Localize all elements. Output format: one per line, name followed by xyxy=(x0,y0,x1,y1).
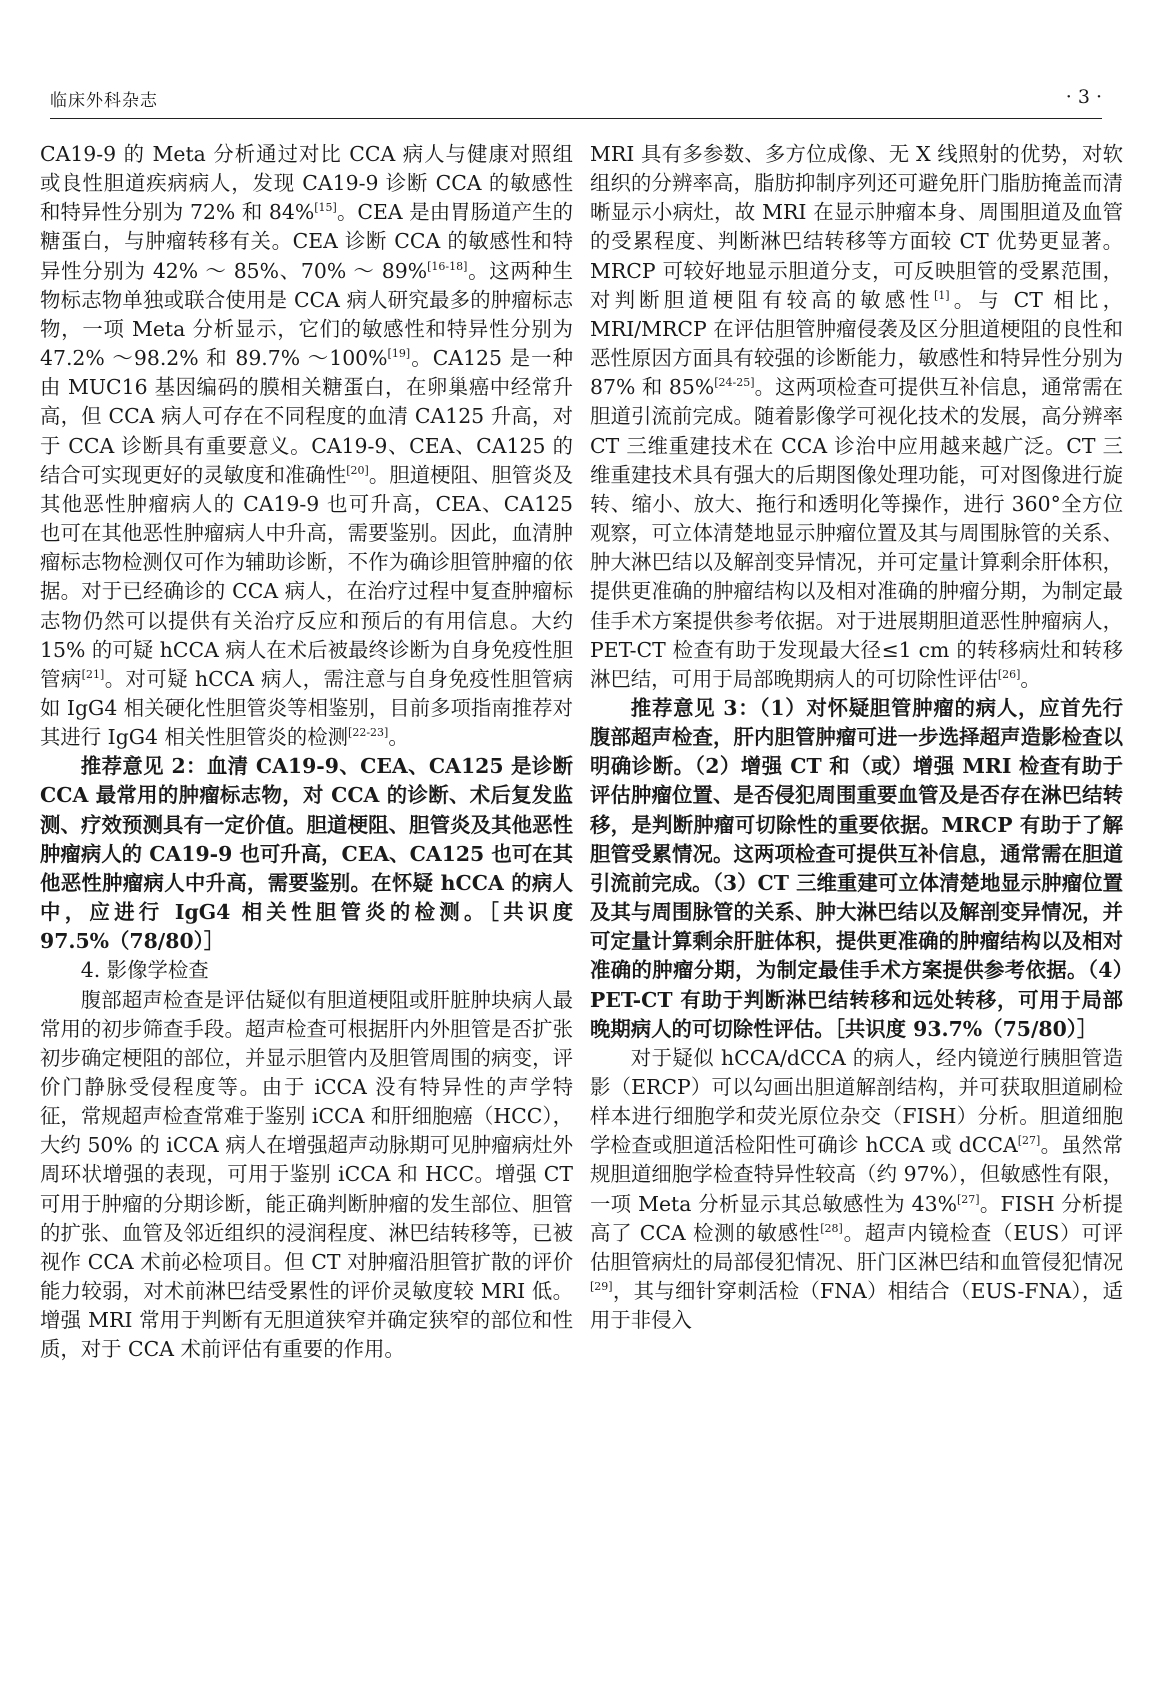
text-run: MRI 具有多参数、多方位成像、无 X 线照射的优势，对软组织的分辨率高，脂肪抑制序列还可避免肝门脂肪掩盖而清晰显示小病灶，故 MRI 在显示肿瘤本身、周围胆道及血管的受累程度、判断淋巴结转移等方面较 CT 优势更显著。MRCP 可较好地显示胆道分支，可反映胆管的受累范围，对判断胆道梗阻有较高的敏感性 xyxy=(590,142,1123,312)
text-run: 。超声内镜检查（EUS）可评估胆管病灶的局部侵犯情况、肝门区淋巴结和血管侵犯情况 xyxy=(590,1220,1123,1274)
text-run: 。这两种生物标志物单独或联合使用是 CCA 病人研究最多的肿瘤标志物，一项 Meta 分析显示，它们的敏感性和特异性分别为 47.2% ～98.2% 和 89.7% ～100% xyxy=(40,258,573,371)
recommendation-2: 推荐意见 2：血清 CA19-9、CEA、CA125 是诊断 CCA 最常用的肿瘤标志物，对 CCA 的诊断、术后复发监测、疗效预测具有一定价值。胆道梗阻、胆管炎及其他恶性肿瘤病人的 CA19-9 也可升高，CEA、CA125 也可在其他恶性肿瘤病人中升高，需要鉴别。在怀疑 hCCA 的病人中，应进行 IgG4 相关性胆管炎的检测。［共识度 97.5%（78/80）］ xyxy=(40,754,573,954)
page-number: · 3 · xyxy=(1065,86,1102,108)
text-run: 。与 CT 相比，MRI/MRCP 在评估胆管肿瘤侵袭及区分胆道梗阻的良性和恶性原因方面具有较强的诊断能力，敏感性和特异性分别为 87% 和 85% xyxy=(590,287,1123,400)
text-run: 。 xyxy=(1020,666,1041,691)
text-run: 。虽然常规胆道细胞学检查特异性较高（约 97%），但敏感性有限，一项 Meta 分析显示其总敏感性为 43% xyxy=(590,1133,1123,1216)
section-heading-imaging: 4. 影像学检查 xyxy=(80,958,209,983)
citation-ref: [22-23] xyxy=(348,726,389,740)
text-run: 。 xyxy=(388,725,409,750)
running-head xyxy=(50,86,1102,118)
citation-ref: [1] xyxy=(934,288,950,302)
text-run: ，其与细针穿刺活检（FNA）相结合（EUS-FNA），适用于非侵入 xyxy=(590,1279,1123,1333)
citation-ref: [19] xyxy=(387,347,411,361)
citation-ref: [20] xyxy=(346,463,369,477)
paragraph-tumor-markers xyxy=(40,140,573,752)
text-run: 对于疑似 hCCA/dCCA 的病人，经内镜逆行胰胆管造影（ERCP）可以勾画出胆道解剖结构，并可获取胆道刷检样本进行细胞学和荧光原位杂交（FISH）分析。胆道细胞学检查或胆道活检阳性可确诊 hCCA 或 dCCA xyxy=(590,1045,1123,1158)
citation-ref: [26] xyxy=(997,668,1021,682)
citation-ref: [27] xyxy=(1017,1134,1041,1148)
text-run: 。CA125 是一种由 MUC16 基因编码的膜相关糖蛋白，在卵巢癌中经常升高，但 CCA 病人可存在不同程度的血清 CA125 升高，对于 CCA 诊断具有重要意义。CA19-9、CEA、CA125 的结合可实现更好的灵敏度和准确性 xyxy=(40,346,573,487)
text-run: 。CEA 是由胃肠道产生的糖蛋白，与肿瘤转移有关。CEA 诊断 CCA 的敏感性和特异性分别为 42% ～ 85%、70% ～ 89% xyxy=(40,200,573,283)
left-column xyxy=(40,140,573,1365)
journal-name: 临床外科杂志 xyxy=(50,91,158,111)
citation-ref: [16-18] xyxy=(427,259,468,273)
paragraph-ercp xyxy=(590,1044,1123,1336)
recommendation-3: 推荐意见 3：（1）对怀疑胆管肿瘤的病人，应首先行腹部超声检查，肝内胆管肿瘤可进一步选择超声造影检查以明确诊断。（2）增强 CT 和（或）增强 MRI 检查有助于评估肿瘤位置、是否侵犯周围重要血管及是否存在淋巴结转移，是判断肿瘤可切除性的重要依据。MRCP 有助于了解胆管受累情况。这两项检查可提供互补信息，通常需在胆道引流前完成。（3）CT 三维重建可立体清楚地显示肿瘤位置及其与周围脉管的关系、肿大淋巴结以及解剖变异情况，并可定量计算剩余肝脏体积，提供更准确的肿瘤结构以及相对准确的肿瘤分期，为制定最佳手术方案提供参考依据。（4）PET-CT 有助于判断淋巴结转移和远处转移，可用于局部晚期病人的可切除性评估。［共识度 93.7%（75/80）］ xyxy=(590,695,1123,1041)
text-run: 。胆道梗阻、胆管炎及其他恶性肿瘤病人的 CA19-9 也可升高，CEA、CA125 也可在其他恶性肿瘤病人中升高，需要鉴别。因此，血清肿瘤标志物检测仅可作为辅助诊断，不作为确诊胆管肿瘤的依据。对于已经确诊的 CCA 病人，在治疗过程中复查肿瘤标志物仍然可以提供有关治疗反应和预后的有用信息。大约 15% 的可疑 hCCA 病人在术后被最终诊断为自身免疫性胆管病 xyxy=(40,462,574,691)
text-run: 。FISH 分析提高了 CCA 检测的敏感性 xyxy=(590,1191,1124,1245)
citation-ref: [21] xyxy=(81,668,105,682)
citation-ref: [15] xyxy=(314,201,337,215)
citation-ref: [24-25] xyxy=(714,376,755,390)
text-run: CA19-9 的 Meta 分析通过对比 CCA 病人与健康对照组或良性胆道疾病病人，发现 CA19-9 诊断 CCA 的敏感性和特异性分别为 72% 和 84% xyxy=(40,142,573,225)
paragraph-ultrasound-ct: 腹部超声检查是评估疑似有胆道梗阻或肝脏肿块病人最常用的初步筛查手段。超声检查可根据肝内外胆管是否扩张初步确定梗阻的部位，并显示胆管内及胆管周围的病变，评价门静脉受侵程度等。由于 iCCA 没有特异性的声学特征，常规超声检查常难于鉴别 iCCA 和肝细胞癌（HCC），大约 50% 的 iCCA 病人在增强超声动脉期可见肿瘤病灶外周环状增强的表现，可用于鉴别 iCCA 和 HCC。增强 CT 可用于肿瘤的分期诊断，能正确判断肿瘤的发生部位、胆管的扩张、血管及邻近组织的浸润程度、淋巴结转移等，已被视作 CCA 术前必检项目。但 CT 对肿瘤沿胆管扩散的评价能力较弱，对术前淋巴结受累性的评价灵敏度较 MRI 低。增强 MRI 常用于判断有无胆道狭窄并确定狭窄的部位和性质，对于 CCA 术前评估有重要的作用。 xyxy=(40,987,573,1362)
paragraph-mri xyxy=(590,140,1123,694)
text-run: 。对可疑 hCCA 病人，需注意与自身免疫性胆管病如 IgG4 相关硬化性胆管炎等相鉴别，目前多项指南推荐对其进行 IgG4 相关性胆管炎的检测 xyxy=(40,666,573,750)
citation-ref: [28] xyxy=(820,1221,843,1235)
right-column xyxy=(590,140,1123,1335)
citation-ref: [27] xyxy=(957,1192,980,1206)
text-run: 。这两项检查可提供互补信息，通常需在胆道引流前完成。随着影像学可视化技术的发展，高分辨率 CT 三维重建技术在 CCA 诊治中应用越来越广泛。CT 三维重建技术具有强大的后期图像处理功能，可对图像进行旋转、缩小、放大、拖行和透明化等操作，进行 360°全方位观察，可立体清楚地显示肿瘤位置及其与周围脉管的关系、肿大淋巴结以及解剖变异情况，并可定量计算剩余肝体积，提供更准确的肿瘤结构以及相对准确的肿瘤分期，为制定最佳手术方案提供参考依据。对于进展期胆道恶性肿瘤病人，PET-CT 检查有助于发现最大径≤1 cm 的转移病灶和转移淋巴结，可用于局部晚期病人的可切除性评估 xyxy=(590,375,1124,691)
header-rule xyxy=(50,118,1102,119)
citation-ref: [29] xyxy=(590,1280,613,1294)
